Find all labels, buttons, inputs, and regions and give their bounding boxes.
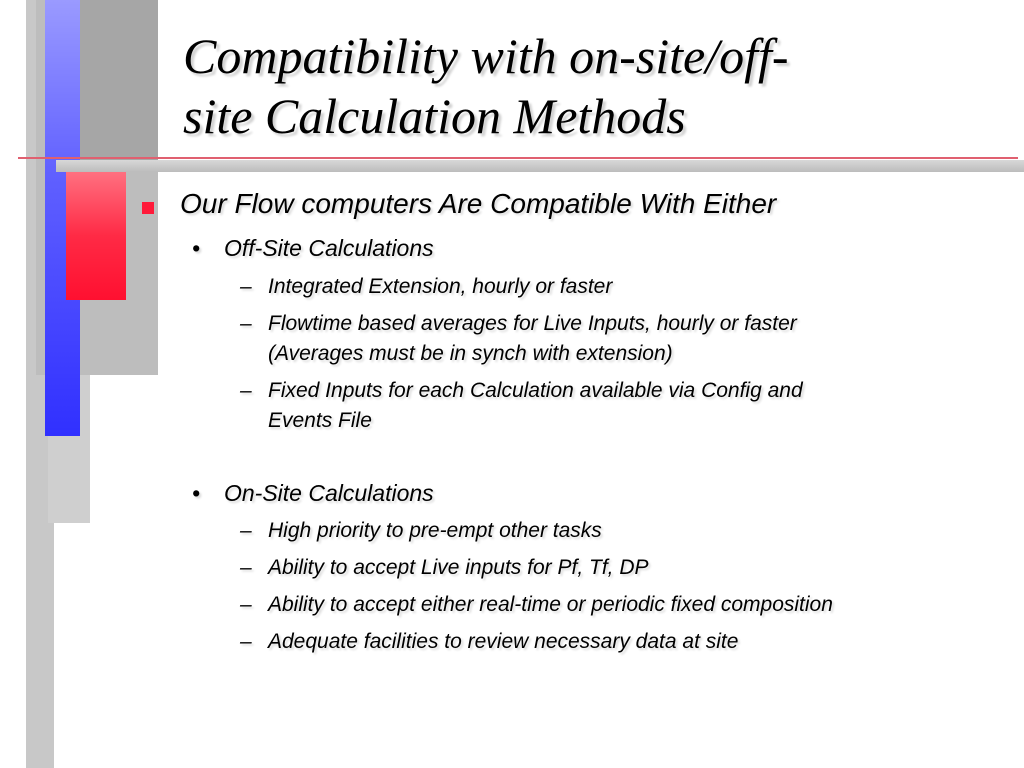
list-item: Adequate facilities to review necessary data at site	[268, 630, 739, 653]
dash-icon: –	[240, 379, 252, 402]
dash-icon: –	[240, 519, 252, 542]
slide-title-line-2: site Calculation Methods	[183, 88, 686, 144]
dash-icon: –	[240, 593, 252, 616]
decor-bar-dark	[80, 0, 158, 172]
square-bullet-icon	[142, 202, 154, 214]
list-item: Fixed Inputs for each Calculation available via Config and	[268, 379, 803, 402]
dash-icon: –	[240, 630, 252, 653]
list-item: Integrated Extension, hourly or faster	[268, 275, 613, 298]
slide-title-line-1: Compatibility with on-site/off-	[183, 28, 789, 84]
title-underline	[18, 157, 1018, 159]
section-2-bullet-icon: •	[192, 480, 201, 506]
list-item: Flowtime based averages for Live Inputs, hourly or faster	[268, 312, 797, 335]
list-item-continuation: Events File	[268, 409, 372, 432]
section-2-heading: On-Site Calculations	[224, 480, 434, 506]
list-item-continuation: (Averages must be in synch with extension)	[268, 342, 673, 365]
dash-icon: –	[240, 312, 252, 335]
decor-rule-gray	[56, 160, 1024, 172]
dash-icon: –	[240, 275, 252, 298]
main-bullet-text: Our Flow computers Are Compatible With Either	[180, 188, 777, 219]
dash-icon: –	[240, 556, 252, 579]
section-1-heading: Off-Site Calculations	[224, 235, 434, 261]
slide-title	[183, 26, 1003, 146]
section-1-bullet-icon: •	[192, 235, 201, 261]
list-item: Ability to accept Live inputs for Pf, Tf, DP	[268, 556, 649, 579]
decor-bar-red	[66, 172, 126, 300]
list-item: Ability to accept either real-time or periodic fixed composition	[268, 593, 833, 616]
list-item: High priority to pre-empt other tasks	[268, 519, 602, 542]
